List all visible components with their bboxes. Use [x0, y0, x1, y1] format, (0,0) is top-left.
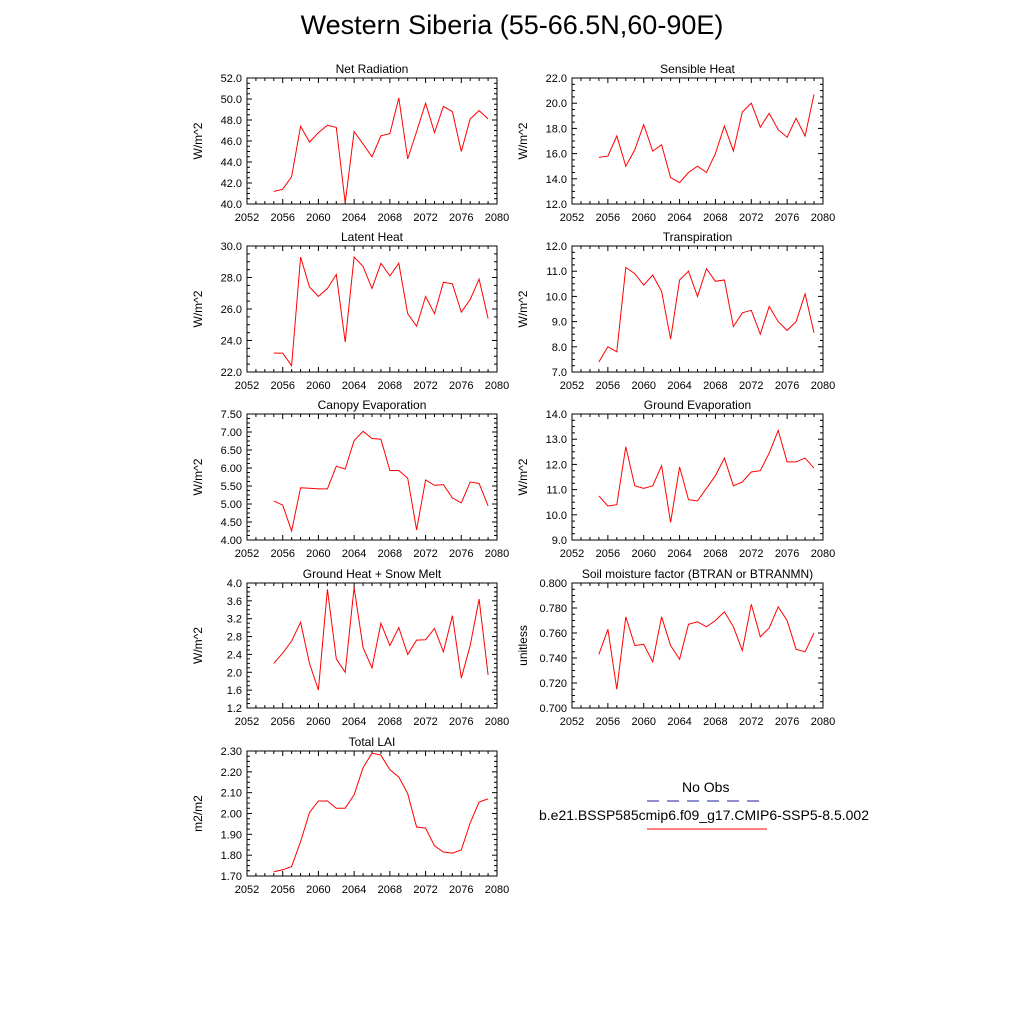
x-tick-label: 2080	[810, 716, 836, 728]
x-tick-label: 2056	[270, 884, 295, 896]
y-tick-label: 12.0	[545, 199, 567, 211]
panel-6	[191, 567, 509, 728]
y-tick-label: 0.720	[539, 678, 567, 690]
y-tick-label: 12.0	[545, 459, 567, 472]
x-tick-label: 2060	[306, 884, 331, 896]
panel-title: Total LAI	[348, 735, 396, 749]
y-tick-label: 5.50	[220, 481, 242, 493]
x-tick-label: 2072	[413, 212, 438, 224]
series-line	[599, 604, 814, 689]
x-tick-label: 2068	[377, 380, 403, 392]
x-tick-label: 2076	[449, 212, 474, 224]
panel-4	[191, 398, 509, 560]
y-tick-label: 40.0	[220, 199, 242, 211]
y-tick-label: 26.0	[220, 304, 242, 316]
y-axis-label: W/m^2	[191, 290, 205, 328]
panel-title: Sensible Heat	[660, 62, 735, 76]
x-tick-label: 2076	[449, 884, 474, 896]
figure-title: Western Siberia (55-66.5N,60-90E)	[300, 10, 724, 40]
x-tick-label: 2052	[234, 716, 260, 728]
x-tick-label: 2064	[341, 884, 367, 896]
x-tick-label: 2064	[341, 212, 367, 224]
x-tick-label: 2076	[774, 548, 800, 560]
x-tick-label: 2076	[449, 380, 474, 392]
x-tick-label: 2064	[341, 548, 367, 560]
x-tick-label: 2064	[667, 716, 692, 728]
y-tick-label: 3.2	[226, 613, 242, 626]
x-tick-label: 2080	[484, 548, 510, 560]
x-tick-label: 2052	[559, 548, 585, 560]
x-tick-label: 2056	[270, 716, 295, 728]
x-tick-label: 2060	[306, 548, 331, 560]
y-tick-label: 2.20	[220, 766, 242, 779]
x-tick-label: 2052	[234, 380, 260, 392]
x-tick-label: 2060	[306, 212, 331, 224]
x-tick-label: 2076	[774, 716, 800, 728]
legend-model-label: b.e21.BSSP585cmip6.f09_g17.CMIP6-SSP5-8.5.002	[539, 807, 869, 823]
x-tick-label: 2072	[413, 380, 438, 392]
y-axis-label: W/m^2	[191, 458, 205, 496]
x-tick-label: 2080	[810, 548, 836, 560]
legend-obs-label: No Obs	[682, 779, 730, 795]
y-tick-label: 48.0	[220, 115, 242, 127]
x-tick-label: 2064	[341, 716, 367, 728]
y-tick-label: 2.4	[226, 649, 242, 662]
y-tick-label: 8.0	[551, 341, 567, 354]
y-tick-label: 7.00	[220, 427, 242, 439]
x-tick-label: 2068	[377, 716, 403, 728]
y-tick-label: 16.0	[545, 148, 567, 161]
y-axis-label: unitless	[516, 625, 530, 666]
y-tick-label: 9.0	[551, 535, 567, 547]
x-tick-label: 2076	[774, 380, 800, 392]
x-tick-label: 2064	[341, 380, 367, 392]
y-tick-label: 52.0	[220, 73, 242, 85]
y-tick-label: 1.6	[226, 685, 242, 698]
y-tick-label: 5.00	[220, 499, 242, 511]
plot-frame	[572, 78, 823, 204]
y-tick-label: 2.0	[226, 667, 242, 680]
panel-7	[516, 567, 835, 728]
y-tick-label: 3.6	[226, 595, 242, 608]
x-tick-label: 2052	[234, 212, 260, 224]
y-tick-label: 18.0	[545, 123, 567, 136]
x-tick-label: 2060	[631, 716, 656, 728]
panel-title: Soil moisture factor (BTRAN or BTRANMN)	[581, 567, 814, 581]
y-tick-label: 10.0	[545, 509, 567, 522]
y-tick-label: 24.0	[220, 335, 242, 348]
panel-title: Ground Heat + Snow Melt	[302, 567, 442, 581]
y-tick-label: 2.10	[220, 787, 242, 800]
x-tick-label: 2056	[595, 716, 621, 728]
y-tick-label: 10.0	[545, 291, 567, 304]
x-tick-label: 2056	[270, 380, 295, 392]
y-tick-label: 44.0	[220, 157, 242, 169]
y-axis-label: W/m^2	[191, 627, 205, 664]
panel-title: Latent Heat	[340, 230, 404, 244]
x-tick-label: 2080	[484, 380, 510, 392]
series-line	[274, 431, 488, 531]
y-axis-label: W/m^2	[516, 458, 530, 496]
y-tick-label: 0.800	[539, 578, 567, 590]
y-tick-label: 7.0	[551, 367, 567, 379]
y-tick-label: 14.0	[545, 173, 567, 186]
panel-1	[516, 62, 835, 224]
x-tick-label: 2064	[667, 548, 692, 560]
y-tick-label: 13.0	[545, 434, 567, 447]
y-tick-label: 2.8	[226, 631, 242, 644]
y-tick-label: 46.0	[220, 136, 242, 148]
panel-title: Canopy Evaporation	[317, 398, 427, 412]
plot-frame	[247, 414, 497, 540]
x-tick-label: 2076	[449, 548, 474, 560]
series-line	[599, 267, 814, 362]
plot-frame	[247, 751, 497, 876]
x-tick-label: 2060	[631, 212, 656, 224]
x-tick-label: 2068	[377, 884, 403, 896]
y-tick-label: 1.80	[220, 850, 242, 863]
series-line	[274, 257, 488, 366]
y-tick-label: 12.0	[545, 241, 567, 253]
series-line	[599, 94, 814, 182]
x-tick-label: 2072	[413, 716, 438, 728]
x-tick-label: 2072	[739, 548, 764, 560]
y-tick-label: 22.0	[220, 367, 242, 379]
panel-5	[516, 398, 835, 560]
x-tick-label: 2056	[595, 212, 621, 224]
plot-frame	[247, 78, 497, 204]
x-tick-label: 2064	[667, 380, 692, 392]
x-tick-label: 2060	[306, 380, 331, 392]
y-tick-label: 6.50	[220, 445, 242, 457]
x-tick-label: 2080	[810, 380, 836, 392]
series-line	[274, 98, 488, 203]
panel-title: Net Radiation	[335, 62, 409, 76]
x-tick-label: 2068	[377, 548, 403, 560]
y-tick-label: 0.760	[539, 628, 567, 640]
y-tick-label: 2.00	[220, 808, 242, 821]
panel-2	[191, 230, 509, 392]
x-tick-label: 2056	[270, 548, 295, 560]
plot-frame	[247, 583, 497, 708]
x-tick-label: 2060	[631, 548, 656, 560]
y-tick-label: 1.90	[220, 829, 242, 842]
x-tick-label: 2064	[667, 212, 692, 224]
x-tick-label: 2056	[595, 380, 621, 392]
x-tick-label: 2076	[449, 716, 474, 728]
x-tick-label: 2080	[484, 884, 510, 896]
y-axis-label: W/m^2	[191, 122, 205, 160]
x-tick-label: 2080	[484, 716, 510, 728]
panel-title: Ground Evaporation	[643, 398, 752, 412]
x-tick-label: 2080	[484, 212, 510, 224]
x-tick-label: 2072	[413, 548, 438, 560]
series-line	[274, 753, 488, 872]
y-tick-label: 0.780	[539, 603, 567, 615]
x-tick-label: 2052	[559, 212, 585, 224]
x-tick-label: 2052	[559, 716, 585, 728]
x-tick-label: 2052	[234, 548, 260, 560]
x-tick-label: 2076	[774, 212, 800, 224]
x-tick-label: 2068	[703, 212, 728, 224]
x-tick-label: 2072	[739, 212, 764, 224]
x-tick-label: 2072	[413, 884, 438, 896]
y-tick-label: 1.2	[226, 703, 242, 715]
y-tick-label: 42.0	[220, 178, 242, 190]
x-tick-label: 2072	[739, 716, 764, 728]
y-tick-label: 9.0	[551, 316, 567, 329]
y-tick-label: 7.50	[220, 409, 242, 421]
plot-frame	[572, 414, 823, 540]
y-tick-label: 22.0	[545, 73, 567, 85]
plot-frame	[572, 583, 823, 708]
y-tick-label: 2.30	[220, 746, 242, 758]
y-tick-label: 50.0	[220, 94, 242, 106]
x-tick-label: 2052	[234, 884, 260, 896]
y-tick-label: 4.50	[220, 517, 242, 529]
y-tick-label: 0.700	[539, 703, 567, 715]
x-tick-label: 2068	[703, 716, 728, 728]
series-line	[599, 430, 814, 522]
plot-frame	[572, 246, 823, 372]
panel-3	[516, 230, 835, 392]
x-tick-label: 2068	[703, 548, 728, 560]
x-tick-label: 2068	[377, 212, 403, 224]
x-tick-label: 2056	[270, 212, 295, 224]
y-tick-label: 30.0	[220, 241, 242, 253]
panel-title: Transpiration	[662, 230, 733, 244]
y-axis-label: W/m^2	[516, 290, 530, 328]
plot-frame	[247, 246, 497, 372]
y-tick-label: 4.00	[220, 535, 242, 547]
panel-8	[191, 735, 509, 896]
y-tick-label: 0.740	[539, 653, 567, 665]
y-tick-label: 28.0	[220, 272, 242, 285]
x-tick-label: 2072	[739, 380, 764, 392]
y-tick-label: 14.0	[545, 409, 567, 421]
y-axis-label: m2/m2	[191, 795, 205, 832]
y-tick-label: 20.0	[545, 98, 567, 111]
x-tick-label: 2080	[810, 212, 836, 224]
x-tick-label: 2052	[559, 380, 585, 392]
panel-0	[191, 62, 509, 224]
x-tick-label: 2060	[631, 380, 656, 392]
x-tick-label: 2056	[595, 548, 621, 560]
y-tick-label: 6.00	[220, 463, 242, 475]
y-tick-label: 1.70	[220, 871, 242, 883]
x-tick-label: 2060	[306, 716, 331, 728]
y-tick-label: 11.0	[546, 266, 567, 279]
series-line	[274, 588, 488, 691]
y-tick-label: 4.0	[226, 578, 242, 590]
y-axis-label: W/m^2	[516, 122, 530, 160]
x-tick-label: 2068	[703, 380, 728, 392]
y-tick-label: 11.0	[546, 484, 567, 497]
